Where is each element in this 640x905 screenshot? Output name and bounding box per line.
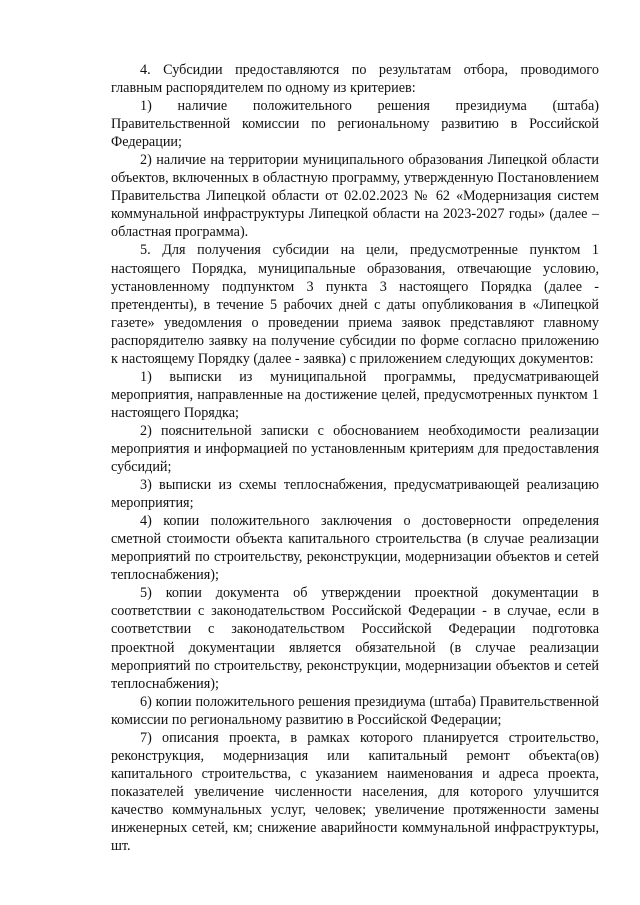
list-item-document-6: 6) копии положительного решения президиума (штаба) Правительственной комиссии по региональному развитию в Российской Федерации; (111, 693, 599, 728)
list-item-document-4: 4) копии положительного заключения о достоверности определения сметной стоимости объекта капитального строительства (в случае реализации мероприятий по строительству, реконструкции, модернизации объектов и сетей теплоснабжения); (111, 513, 599, 584)
list-item-document-7: 7) описания проекта, в рамках которого планируется строительство, реконструкция, модернизация или капитальный ремонт объекта(ов) капитального строительства, с указанием наименования и адреса проекта, показателей увеличение численности населения, для которого улучшится качество коммунальных услуг, человек; увеличение протяженности замены инженерных сетей, км; снижение аварийности коммунальной инфраструктуры, шт. (111, 729, 599, 855)
list-item-document-3: 3) выписки из схемы теплоснабжения, предусматривающей реализацию мероприятия; (111, 477, 599, 512)
list-item-document-1: 1) выписки из муниципальной программы, предусматривающей мероприятия, направленные на достижение целей, предусмотренных пунктом 1 настоящего Порядка; (111, 368, 599, 421)
list-item-document-2: 2) пояснительной записки с обоснованием необходимости реализации мероприятия и информацией по установленным критериям для предоставления субсидий; (111, 422, 599, 476)
list-item-document-5: 5) копии документа об утверждении проектной документации в соответствии с законодательством Российской Федерации - в случае, если в соответствии с законодательством Российской Федерации подготовка проектной документации является обязательной (в случае реализации мероприятий по строительству, реконструкции, модернизации объектов и сетей теплоснабжения); (111, 585, 599, 692)
list-item-criterion-2: 2) наличие на территории муниципального образования Липецкой области объектов, включенных в областную программу, утвержденную Постановлением Правительства Липецкой области от 02.02.2023 № 62 «Модернизация систем коммунальной инфраструктуры Липецкой области на 2023-2027 годы» (далее – областная программа). (111, 152, 599, 241)
paragraph-5-application: 5. Для получения субсидии на цели, предусмотренные пунктом 1 настоящего Порядка, муниципальные образования, отвечающие условию, установленному подпунктом 3 пункта 3 настоящего Порядка (далее - претенденты), в течение 5 рабочих дней с даты опубликования в «Липецкой газете» уведомления о проведении приема заявок представляют главному распорядителю заявку на получение субсидии по форме согласно приложению к настоящему Порядку (далее - заявка) с приложением следующих документов: (111, 242, 599, 367)
list-item-criterion-1: 1) наличие положительного решения президиума (штаба) Правительственной комиссии по региональному развитию в Российской Федерации; (111, 98, 599, 151)
document-page (111, 61, 599, 855)
paragraph-4-criteria: 4. Субсидии предоставляются по результатам отбора, проводимого главным распорядителем по одному из критериев: (111, 62, 599, 97)
